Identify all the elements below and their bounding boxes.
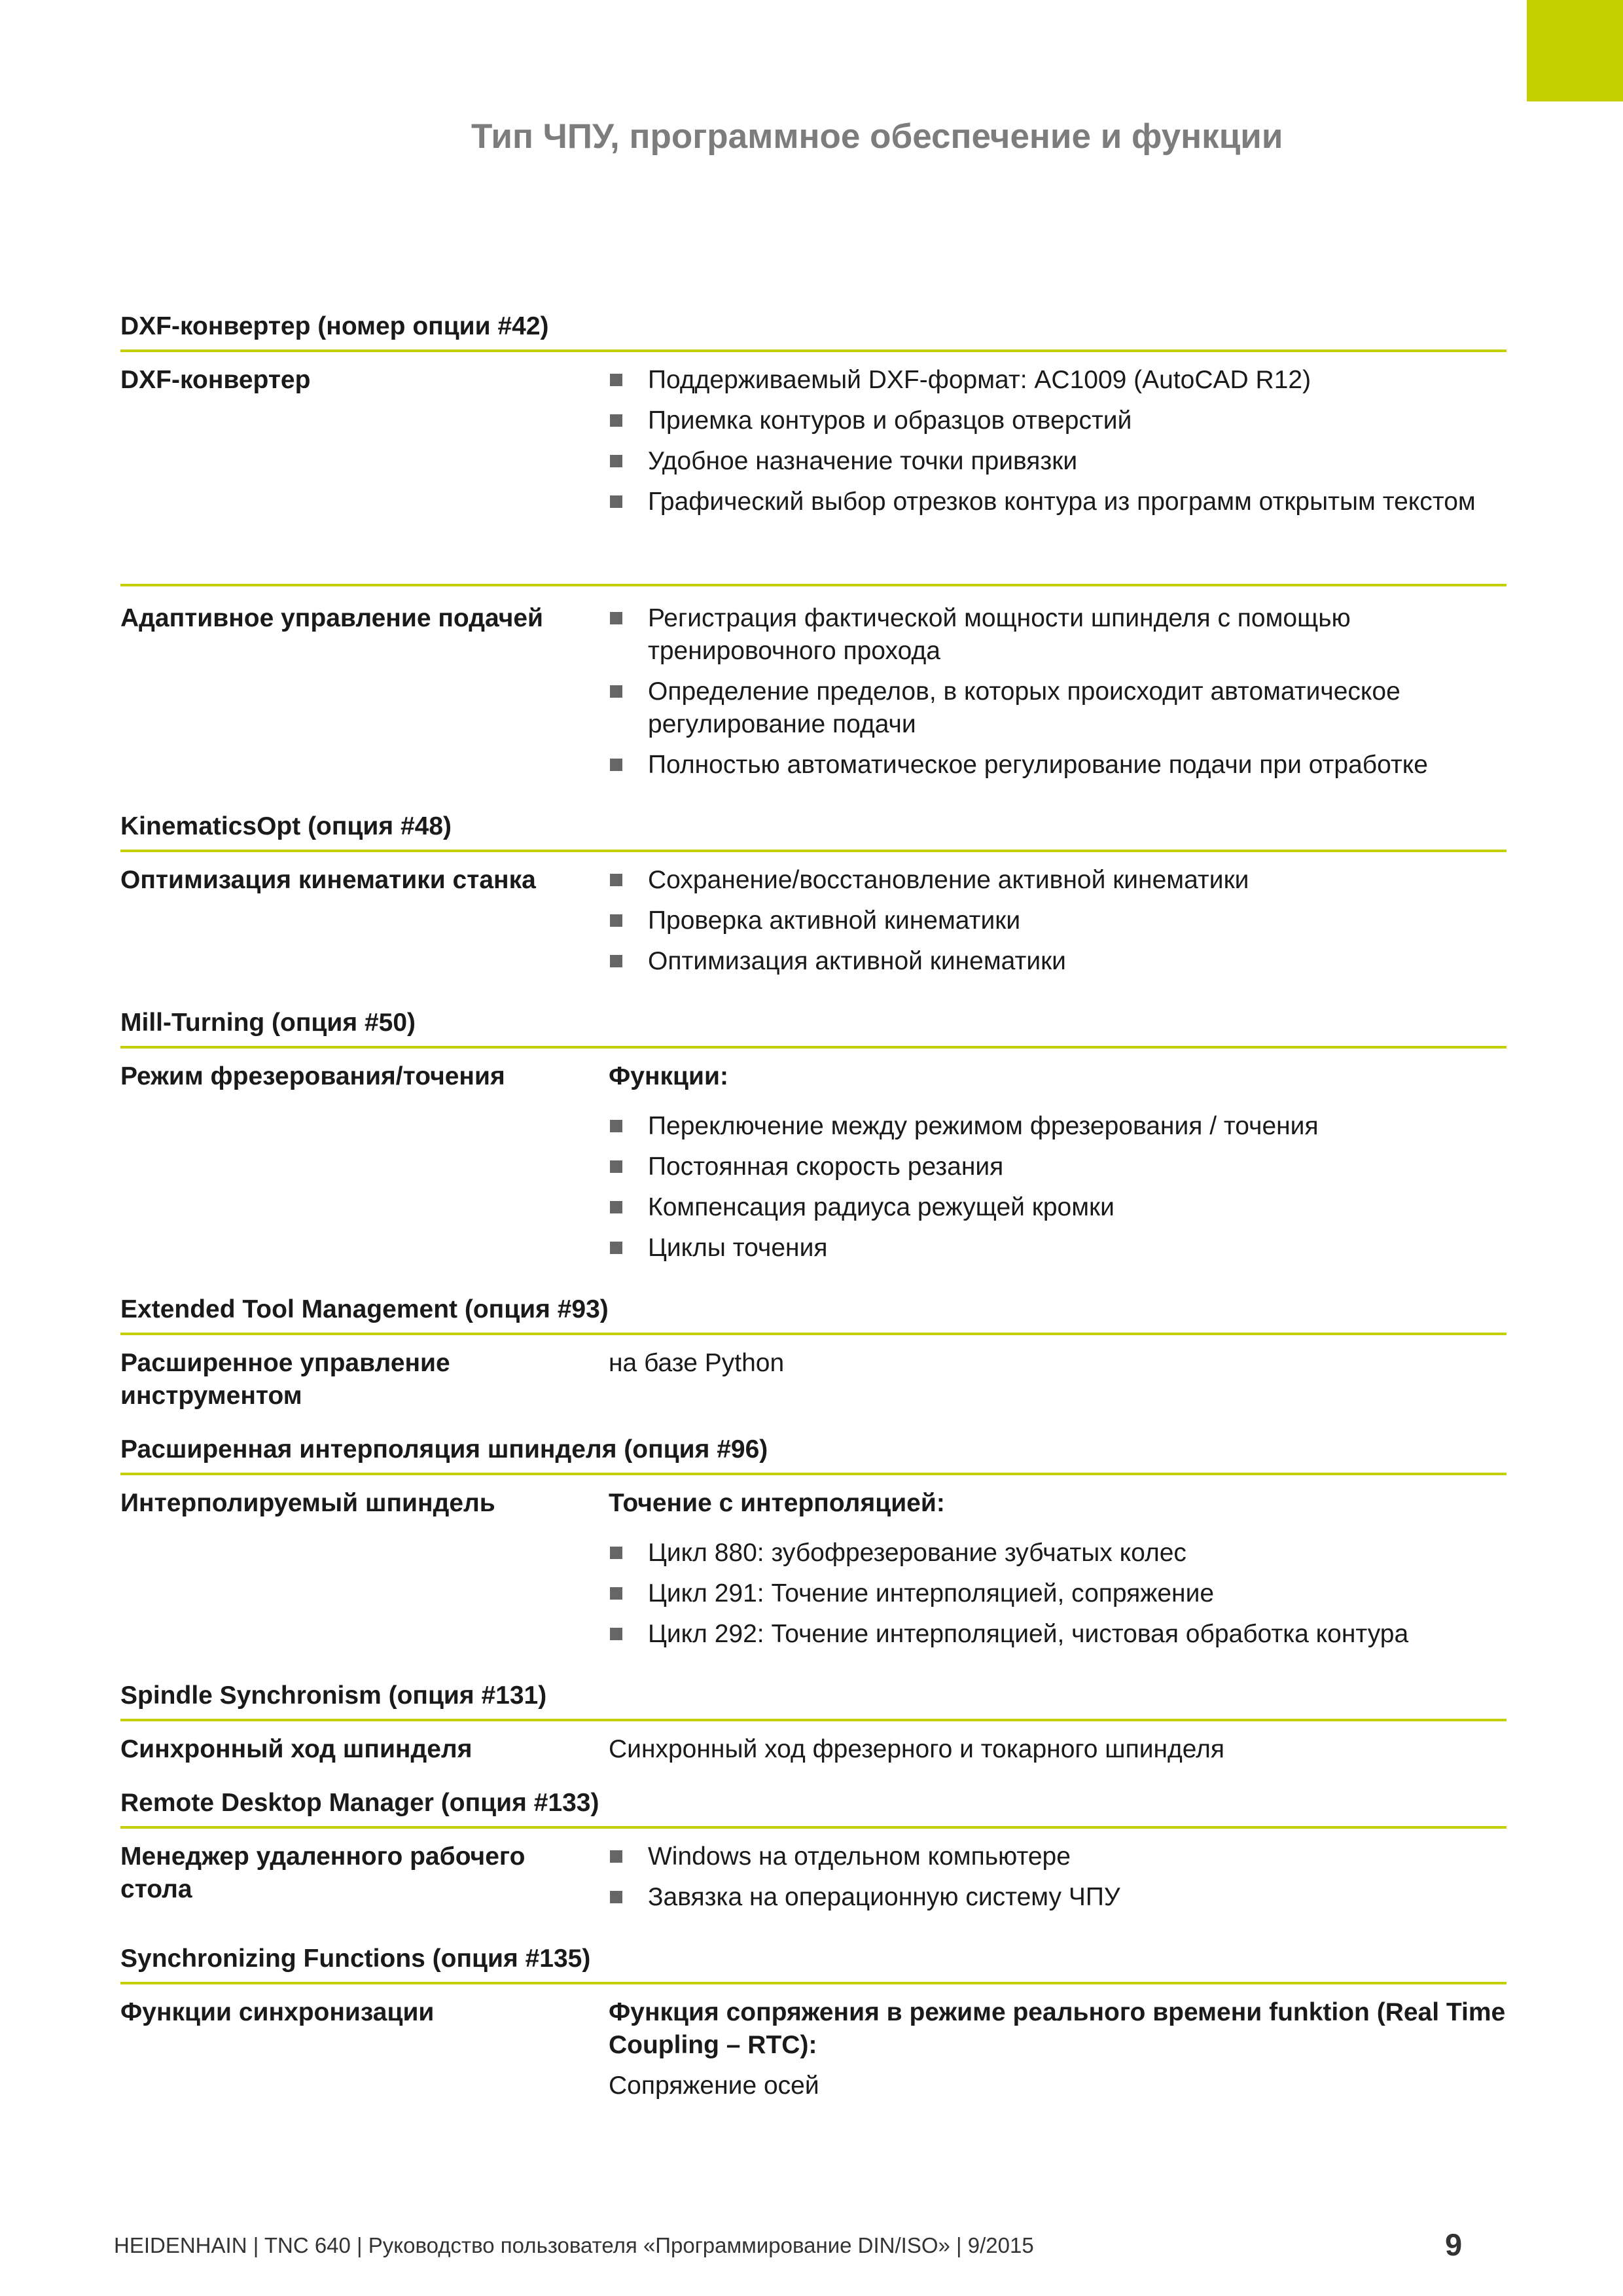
list-item-text: Цикл 880: зубофрезерование зубчатых колес: [648, 1539, 1186, 1567]
row-subheading: Функция сопряжения в режиме реального времени funktion (Real Time Coupling – RTC):: [609, 1998, 1506, 2059]
list-item: [609, 1537, 1507, 1570]
row-body: [609, 1060, 1507, 1272]
row-label: Функции синхронизации: [120, 1998, 435, 2026]
list-item-text: Поддерживаемый DXF-формат: AC1009 (AutoCAD R12): [648, 366, 1311, 394]
list-item: [609, 675, 1507, 741]
list-item-text: Регистрация фактической мощности шпинделя с помощью тренировочного прохода: [648, 604, 1351, 665]
section-spindle-synchronism: [120, 1678, 1507, 1766]
bullet-list: [609, 1537, 1507, 1651]
list-item: [609, 364, 1507, 397]
row-subheading: Точение с интерполяцией:: [609, 1489, 945, 1517]
row-body: [609, 1996, 1507, 2102]
list-item: [609, 1191, 1507, 1224]
row-label: Расширенное управление инструментом: [120, 1349, 450, 1410]
square-bullet-icon: [610, 1587, 622, 1600]
row-label: Режим фрезерования/точения: [120, 1062, 505, 1090]
section-synchronizing-functions: [120, 1941, 1507, 2102]
table-row: [120, 1049, 1507, 1272]
list-item: [609, 404, 1507, 437]
bullet-list: [609, 602, 1507, 781]
bullet-list: [609, 1840, 1507, 1914]
list-item-text: Windows на отдельном компьютере: [648, 1842, 1071, 1871]
table-row: [120, 1984, 1507, 2102]
section-header: DXF-конвертер (номер опции #42): [120, 309, 1507, 352]
bullet-list: [609, 364, 1507, 518]
list-item: [609, 1577, 1507, 1610]
row-subheading: Функции:: [609, 1062, 728, 1090]
square-bullet-icon: [610, 1547, 622, 1559]
square-bullet-icon: [610, 414, 622, 427]
bullet-list: [609, 1110, 1507, 1265]
list-item-text: Постоянная скорость резания: [648, 1153, 1004, 1181]
list-item-text: Завязка на операционную систему ЧПУ: [648, 1883, 1120, 1911]
row-body: [609, 1487, 1507, 1659]
table-row: [120, 584, 1507, 789]
section-extended-tool-management: [120, 1292, 1507, 1412]
list-item: [609, 1881, 1507, 1914]
list-item: [609, 1110, 1507, 1143]
list-item-text: Переключение между режимом фрезерования / точения: [648, 1112, 1319, 1140]
section-mill-turning: [120, 1005, 1507, 1272]
row-body: [609, 364, 1507, 572]
section-spindle-interpolation: [120, 1432, 1507, 1659]
list-item: [609, 486, 1507, 518]
square-bullet-icon: [610, 1242, 622, 1254]
bullet-list: [609, 864, 1507, 978]
row-text: Синхронный ход фрезерного и токарного шпинделя: [609, 1735, 1225, 1763]
list-item: [609, 1232, 1507, 1265]
row-label: Оптимизация кинематики станка: [120, 866, 536, 894]
row-body: [609, 864, 1507, 986]
list-item-text: Проверка активной кинематики: [648, 906, 1021, 935]
row-label: Интерполируемый шпиндель: [120, 1489, 495, 1517]
list-item-text: Цикл 291: Точение интерполяцией, сопряжение: [648, 1579, 1215, 1607]
table-row: [120, 1829, 1507, 1922]
square-bullet-icon: [610, 374, 622, 386]
list-item-text: Циклы точения: [648, 1234, 828, 1262]
row-label: Синхронный ход шпинделя: [120, 1735, 473, 1763]
square-bullet-icon: [610, 1850, 622, 1863]
list-item: [609, 905, 1507, 937]
list-item: [609, 945, 1507, 978]
list-item: [609, 445, 1507, 478]
square-bullet-icon: [610, 914, 622, 927]
list-item-text: Графический выбор отрезков контура из программ открытым текстом: [648, 488, 1476, 516]
row-body: [609, 1840, 1507, 1922]
page-title: Тип ЧПУ, программное обеспечение и функции: [471, 117, 1283, 156]
list-item-text: Полностью автоматическое регулирование подачи при отработке: [648, 751, 1428, 779]
list-item-text: Цикл 292: Точение интерполяцией, чистовая обработка контура: [648, 1620, 1409, 1648]
square-bullet-icon: [610, 1628, 622, 1640]
square-bullet-icon: [610, 612, 622, 624]
list-item: [609, 749, 1507, 781]
section-header: Mill-Turning (опция #50): [120, 1005, 1507, 1049]
square-bullet-icon: [610, 1120, 622, 1132]
row-label: DXF-конвертер: [120, 366, 311, 394]
table-row: [120, 852, 1507, 986]
list-item: [609, 602, 1507, 668]
section-header: Spindle Synchronism (опция #131): [120, 1678, 1507, 1721]
section-header: Расширенная интерполяция шпинделя (опция #96): [120, 1432, 1507, 1475]
square-bullet-icon: [610, 455, 622, 467]
section-kinematicsopt: [120, 809, 1507, 986]
row-label: Менеджер удаленного рабочего стола: [120, 1842, 526, 1903]
list-item-text: Приемка контуров и образцов отверстий: [648, 406, 1132, 435]
row-body: [609, 602, 1507, 789]
square-bullet-icon: [610, 495, 622, 508]
table-row: [120, 1335, 1507, 1412]
square-bullet-icon: [610, 685, 622, 698]
chapter-tab-marker: [1527, 0, 1623, 101]
row-label: Адаптивное управление подачей: [120, 604, 543, 632]
list-item-text: Оптимизация активной кинематики: [648, 947, 1066, 975]
section-dxf-converter: [120, 309, 1507, 789]
list-item: [609, 1151, 1507, 1183]
table-row: [120, 1721, 1507, 1766]
list-item-text: Компенсация радиуса режущей кромки: [648, 1193, 1115, 1221]
section-header: KinematicsOpt (опция #48): [120, 809, 1507, 852]
square-bullet-icon: [610, 955, 622, 967]
row-body: [609, 1347, 1507, 1412]
list-item: [609, 1840, 1507, 1873]
square-bullet-icon: [610, 1201, 622, 1213]
square-bullet-icon: [610, 1160, 622, 1173]
square-bullet-icon: [610, 1891, 622, 1903]
table-row: [120, 352, 1507, 572]
section-header: Synchronizing Functions (опция #135): [120, 1941, 1507, 1984]
section-header: Remote Desktop Manager (опция #133): [120, 1785, 1507, 1829]
row-body: [609, 1733, 1507, 1766]
section-remote-desktop-manager: [120, 1785, 1507, 1922]
section-header: Extended Tool Management (опция #93): [120, 1292, 1507, 1335]
list-item-text: Определение пределов, в которых происходит автоматическое регулирование подачи: [648, 677, 1400, 738]
list-item-text: Сохранение/восстановление активной кинематики: [648, 866, 1249, 894]
row-text: Сопряжение осей: [609, 2072, 819, 2100]
footer-text: HEIDENHAIN | TNC 640 | Руководство пользователя «Программирование DIN/ISO» | 9/2015: [114, 2233, 1034, 2257]
feature-table: [120, 309, 1507, 2122]
list-item: [609, 1618, 1507, 1651]
table-row: [120, 1475, 1507, 1659]
square-bullet-icon: [610, 874, 622, 886]
page-number: 9: [1445, 2227, 1463, 2262]
list-item: [609, 864, 1507, 897]
square-bullet-icon: [610, 759, 622, 771]
list-item-text: Удобное назначение точки привязки: [648, 447, 1078, 475]
row-text: на базе Python: [609, 1349, 785, 1377]
